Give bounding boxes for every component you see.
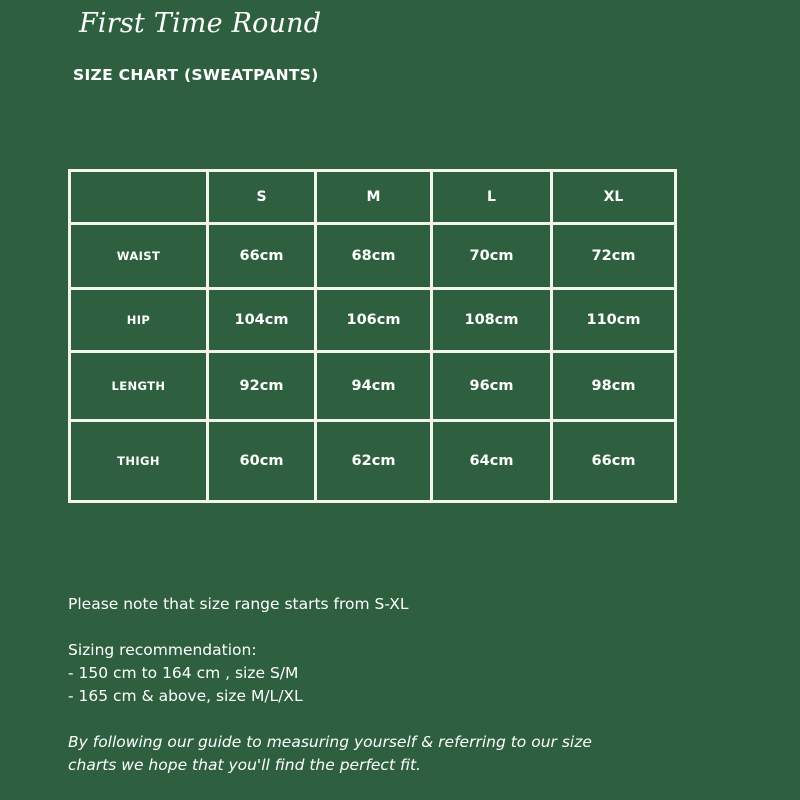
table-row-length bbox=[70, 352, 676, 421]
table-cell: 66cm bbox=[552, 421, 676, 502]
spacer bbox=[68, 616, 768, 639]
size-header-s: S bbox=[208, 171, 316, 224]
size-header-l: L bbox=[432, 171, 552, 224]
table-row-hip bbox=[70, 289, 676, 352]
table-cell: 64cm bbox=[432, 421, 552, 502]
table-cell: 66cm bbox=[208, 224, 316, 289]
table-cell: 70cm bbox=[432, 224, 552, 289]
size-header-m: M bbox=[316, 171, 432, 224]
size-range-note: Please note that size range starts from S-XL bbox=[68, 595, 409, 613]
row-label-length: LENGTH bbox=[70, 352, 208, 421]
table-cell: 110cm bbox=[552, 289, 676, 352]
table-cell: 94cm bbox=[316, 352, 432, 421]
table-cell: 60cm bbox=[208, 421, 316, 502]
row-label-thigh: THIGH bbox=[70, 421, 208, 502]
size-chart-table bbox=[68, 169, 677, 503]
table-cell: 72cm bbox=[552, 224, 676, 289]
spacer bbox=[68, 708, 768, 731]
size-header-xl: XL bbox=[552, 171, 676, 224]
table-cell: 96cm bbox=[432, 352, 552, 421]
table-row-thigh bbox=[70, 421, 676, 502]
table-cell: 106cm bbox=[316, 289, 432, 352]
table-corner-cell bbox=[70, 171, 208, 224]
page-title: SIZE CHART (SWEATPANTS) bbox=[73, 66, 319, 84]
table-cell: 108cm bbox=[432, 289, 552, 352]
closing-note-line-2: charts we hope that you'll find the perfect fit. bbox=[68, 756, 421, 774]
table-header-row bbox=[70, 171, 676, 224]
closing-note-line-1: By following our guide to measuring yourself & referring to our size bbox=[68, 733, 592, 751]
recommendation-title: Sizing recommendation: bbox=[68, 641, 257, 659]
table-cell: 62cm bbox=[316, 421, 432, 502]
table-cell: 92cm bbox=[208, 352, 316, 421]
recommendation-item: - 165 cm & above, size M/L/XL bbox=[68, 687, 303, 705]
recommendation-item: - 150 cm to 164 cm , size S/M bbox=[68, 664, 299, 682]
brand-title: First Time Round bbox=[79, 8, 322, 39]
table-cell: 98cm bbox=[552, 352, 676, 421]
table-row-waist bbox=[70, 224, 676, 289]
notes-section bbox=[68, 593, 768, 777]
row-label-hip: HIP bbox=[70, 289, 208, 352]
table-cell: 104cm bbox=[208, 289, 316, 352]
row-label-waist: WAIST bbox=[70, 224, 208, 289]
table-cell: 68cm bbox=[316, 224, 432, 289]
